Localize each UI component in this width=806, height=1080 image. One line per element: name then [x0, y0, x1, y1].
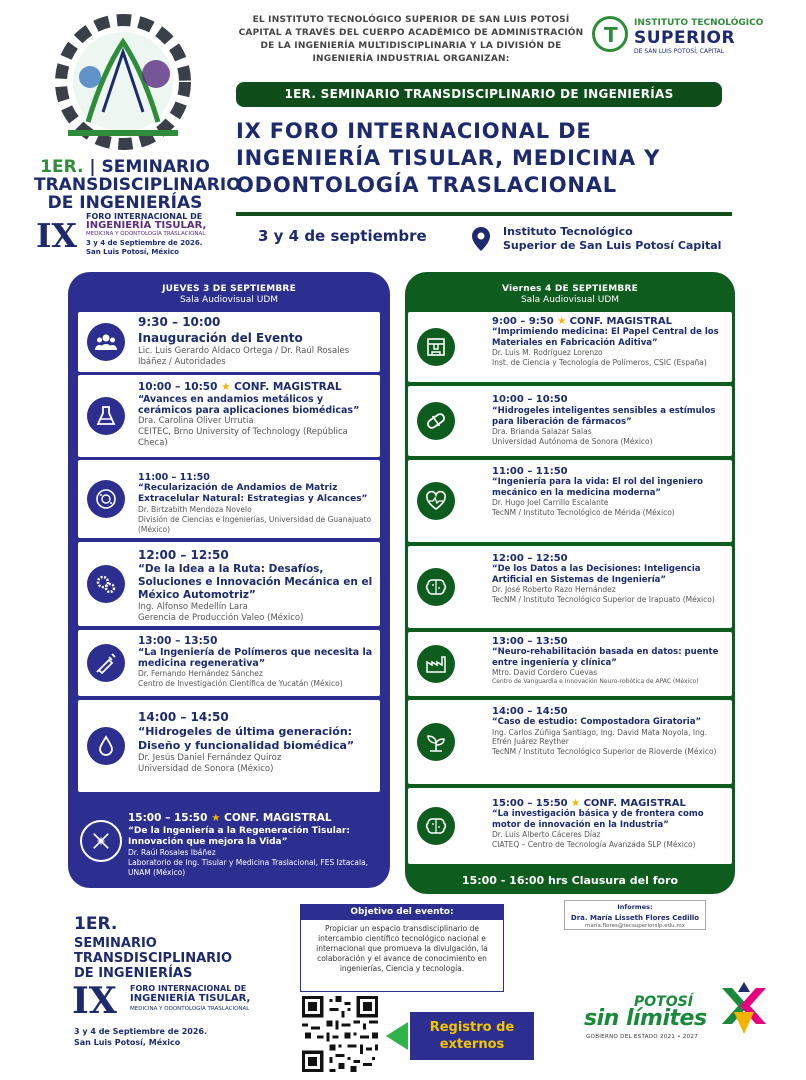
session-card: 14:00 – 14:50 “Caso de estudio: Compostadora Giratoria” Ing. Carlos Zúñiga Santiago, Ing. David Mata Noyola, Ing. Efrén Juárez Reyther TecNM / Instituto Tecnológico Superior de Rioverde (México) [408, 700, 732, 784]
logo-seminar-text: 1ER. | SEMINARIO TRANSDISCIPLINARIO DE INGENIERÍAS [34, 157, 241, 213]
seminar-logo [28, 12, 241, 262]
location-pin-icon [472, 227, 490, 251]
pill-icon [417, 402, 455, 440]
title-divider [236, 212, 732, 216]
drop-icon [87, 727, 125, 765]
session-card: 11:00 – 11:50 “Ingeniería para la vida: El rol del ingeniero mecánico en la medicina moderna” Dr. Hugo Joel Carrillo Escalante TecNM / Instituto Tecnológico de Mérida (México) [408, 460, 732, 542]
session-card: 10:00 – 10:50 “Hidrogeles inteligentes sensibles a estímulos para liberación de fármacos” Dra. Brianda Salazar Salas Universidad Autónoma de Sonora (México) [408, 386, 732, 456]
session-card-keynote: 15:00 – 15:50 ★ CONF. MAGISTRAL “De la Ingeniería a la Regeneración Tisular: Innovación que mejora la Vida” Dr. Raúl Rosales Ibáñez Laboratorio de Ing. Tisular y Medicina Traslacional, FES Iztacala, UNAM (México) [68, 798, 390, 888]
session-card: 10:00 – 10:50 ★ CONF. MAGISTRAL “Avances en andamios metálicos y cerámicos para aplicaciones biomédicas” Dra. Carolina Oliver Urrutia CEITEC, Brno University of Technology (República Checa) [78, 375, 380, 457]
heart-icon [417, 482, 455, 520]
day1-header: JUEVES 3 DE SEPTIEMBRE Sala Audiovisual UDM [162, 284, 296, 305]
session-card: 11:00 – 11:50 “Recularización de Andamios de Matriz Extracelular Natural: Estrategias y Alcances” Dr. Birtzabith Mendoza Novelo División de Ciencias e Ingenierías, Universidad de Guanajuato (México) [78, 460, 380, 538]
session-card: 15:00 – 15:50 ★ CONF. MAGISTRAL “La investigación básica y de frontera como motor de innovación en la Industria” Dr. Luis Alberto Cáceres Díaz CIATEQ – Centro de Tecnología Avanzada SLP (México) [408, 788, 732, 864]
syringe-icon [87, 644, 125, 682]
dna-icon [80, 820, 122, 862]
potosi-logo: POTOSÍ sin límites GOBIERNO DEL ESTADO 2021 • 2027 [578, 982, 778, 1044]
contact-email[interactable]: maria.flores@tecsuperiorslp.edu.mx [585, 923, 685, 929]
people-icon [87, 323, 125, 361]
lab-icon [87, 397, 125, 435]
day2-header: Viernes 4 DE SEPTIEMBRE Sala Audiovisual UDM [502, 284, 638, 305]
institute-logo: T INSTITUTO TECNOLÓGICO SUPERIOR DE SAN LUIS POTOSÍ, CAPITAL [592, 14, 782, 60]
objective-box: Objetivo del evento: Propiciar un espacio transdisciplinario de intercambio científico tecnológico nacional e internacional que promueva la divulgación, la colaboración y el avance de conocimiento en ingenierías, Ciencia y tecnología. [300, 904, 504, 992]
contact-info: Informes: Dra. María Lisseth Flores Cedillo maria.flores@tecsuperiorslp.edu.mx [564, 900, 706, 930]
logo-forum-text: FORO INTERNACIONAL DE INGENIERÍA TISULAR, MEDICINA Y ODONTOLOGÍA TRASLACIONAL 3 y 4 de Septiembre de 2026. San Luis Potosí, México [86, 212, 207, 256]
session-card: 14:00 – 14:50 “Hidrogeles de última generación: Diseño y funcionalidad biomédica” Dr. Jesús Daniel Fernández Quiroz Universidad de Sonora (México) [78, 700, 380, 792]
closing-text: 15:00 - 16:00 hrs Clausura del foro [461, 874, 679, 887]
plant-icon [417, 723, 455, 761]
session-card: 12:00 – 12:50 “De los Datos a las Decisiones: Inteligencia Artificial en Sistemas de Ingeniería” Dr. José Roberto Razo Hernández TecNM / Instituto Tecnológico Superior de Irapuato (México) [408, 546, 732, 628]
organizer-text: EL INSTITUTO TECNOLÓGICO SUPERIOR DE SAN LUIS POTOSÍ CAPITAL A TRAVÉS DEL CUERPO ACADÉMICO DE ADMINISTRACIÓN DE LA INGENIERÍA MULTIDISCIPLINARIA Y LA DIVISIÓN DE INGENIERÍA INDUSTRIAL ORGANIZAN: [238, 15, 584, 64]
register-external-button[interactable]: Registro de externos [410, 1012, 534, 1060]
session-card: 9:30 – 10:00 Inauguración del Evento Lic. Luis Gerardo Aldaco Ortega / Dr. Raúl Rosales Ibáñez / Autoridades [78, 312, 380, 372]
venue: Instituto Tecnológico Superior de San Luis Potosí Capital [503, 225, 722, 252]
arrow-left-icon [386, 1022, 408, 1050]
seminar-logo-bottom: 1ER. SEMINARIO TRANSDISCIPLINARIO DE INGENIERÍAS IX FORO INTERNACIONAL DE INGENIERÍA TISULAR, MEDICINA Y ODONTOLOGÍA TRASLACIONAL 3 y 4 de Septiembre de 2026. San Luis Potosí, México [72, 914, 251, 1047]
main-title: IX FORO INTERNACIONAL DE INGENIERÍA TISULAR, MEDICINA Y ODONTOLOGÍA TRASLACIONAL [236, 119, 661, 197]
logo-roman: IX [36, 216, 78, 255]
session-card: 12:00 – 12:50 “De la Idea a la Ruta: Desafíos, Soluciones e Innovación Mecánica en el México Automotriz” Ing. Alfonso Medellín Lara Gerencia de Producción Valeo (México) [78, 542, 380, 626]
day1-schedule [68, 272, 390, 888]
factory-icon [417, 645, 455, 683]
session-card: 13:00 – 13:50 “La Ingeniería de Polímeros que necesita la medicina regenerativa” Dr. Fernando Hernández Sánchez Centro de Investigación Científica de Yucatán (México) [78, 630, 380, 696]
day2-schedule [405, 272, 735, 894]
cell-icon [87, 480, 125, 518]
brain-icon [417, 568, 455, 606]
qr-code-icon[interactable] [302, 996, 378, 1072]
gears-icon [87, 565, 125, 603]
logo-graphic-icon [28, 12, 218, 162]
session-card: 13:00 – 13:50 “Neuro-rehabilitación basada en datos: puente entre ingeniería y clínica” Mtro. David Cordero Cuevas Centro de Vanguardia e Innovación Neuro-robótica de APAC (México) [408, 632, 732, 696]
session-card: 9:00 – 9:50 ★ CONF. MAGISTRAL “Imprimiendo medicina: El Papel Central de los Materiales en Fabricación Aditiva” Dr. Luis M. Rodríguez Lorenzo Inst. de Ciencia y Tecnología de Polímeros, CSIC (España) [408, 312, 732, 382]
t-logo-icon: T [592, 16, 628, 52]
star-burst-icon [712, 982, 776, 1038]
printer-icon [417, 328, 455, 366]
brain-icon [417, 807, 455, 845]
seminar-banner: 1ER. SEMINARIO TRANSDISCIPLINARIO DE INGENIERÍAS [236, 82, 722, 107]
event-dates: 3 y 4 de septiembre [258, 227, 427, 245]
